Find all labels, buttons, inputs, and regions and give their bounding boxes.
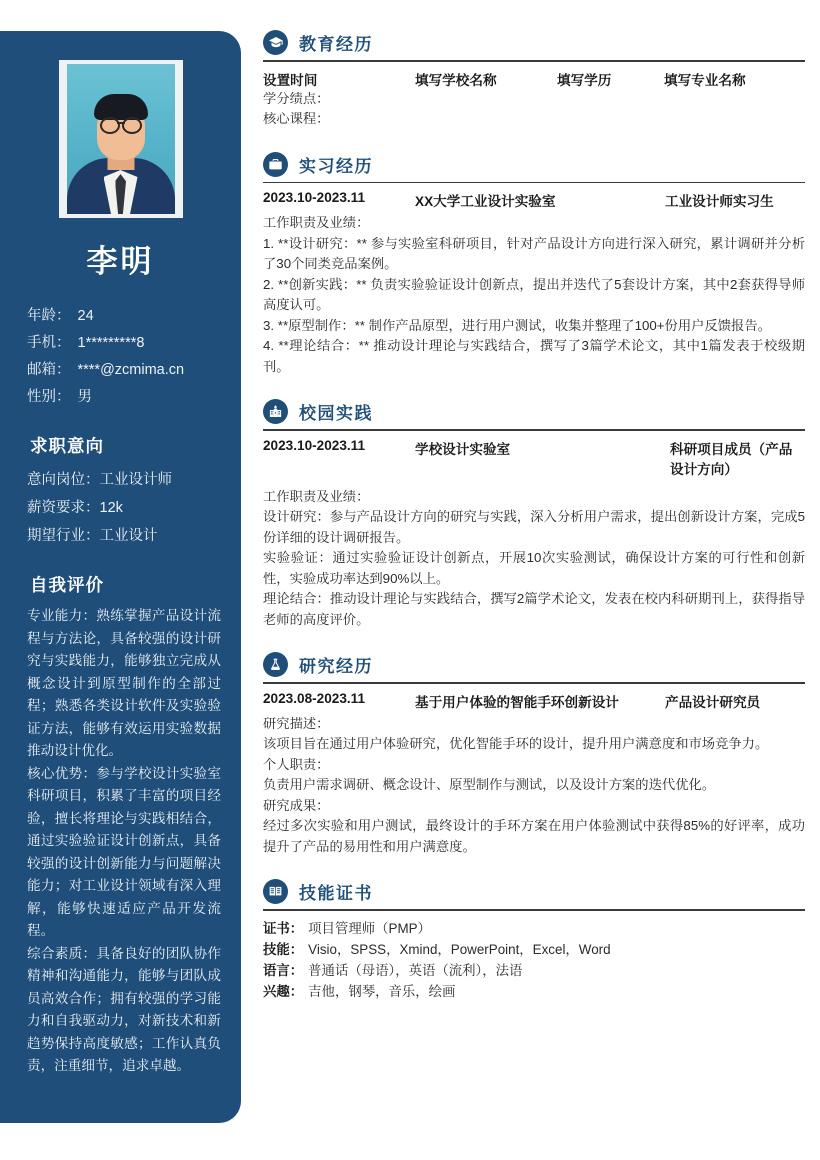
contact-value-age: 24	[77, 308, 94, 324]
avatar-frame	[59, 60, 183, 218]
campus-entry-header	[263, 438, 805, 478]
skills-row-languages	[263, 960, 805, 981]
section-internship	[263, 152, 805, 396]
flask-icon	[263, 652, 288, 677]
job-intent-salary: 薪资要求：12k	[27, 500, 123, 516]
skills-value-languages: 普通话（母语），英语（流利），法语	[308, 962, 523, 978]
contact-label-email: 邮箱：	[27, 362, 71, 378]
internship-entry-header	[263, 190, 805, 210]
candidate-name: 李明	[86, 244, 155, 279]
glasses-icon	[99, 117, 143, 130]
section-header-skills	[263, 879, 805, 904]
internship-date: 2023.10-2023.11	[263, 190, 366, 206]
graduation-cap-icon	[263, 30, 288, 55]
section-header-internship	[263, 152, 805, 177]
section-title-education: 教育经历	[299, 35, 373, 54]
campus-org: 学校设计实验室	[415, 441, 511, 457]
job-intent-position: 意向岗位：工业设计师	[27, 472, 172, 488]
contact-row-gender	[27, 384, 223, 411]
education-column-headers	[263, 69, 805, 89]
section-divider-research	[263, 682, 805, 684]
section-header-research	[263, 652, 805, 677]
contact-value-phone: 1*********8	[77, 335, 145, 351]
education-col-degree: 填写学历	[557, 72, 612, 88]
education-col-time: 设置时间	[263, 72, 318, 88]
contact-label-phone: 手机：	[27, 335, 71, 351]
section-education	[263, 30, 805, 148]
self-evaluation-heading: 自我评价	[30, 575, 104, 595]
section-divider-campus-practice	[263, 429, 805, 431]
skills-value-skills: Visio，SPSS，Xmind，PowerPoint，Excel，Word	[308, 941, 611, 957]
contact-label-gender: 性别：	[27, 389, 71, 405]
section-skills	[263, 879, 805, 1002]
education-courses-line: 核心课程：	[263, 111, 330, 127]
research-role: 产品设计研究员	[665, 694, 761, 710]
section-research	[263, 652, 805, 875]
research-project-title: 基于用户体验的智能手环创新设计	[415, 694, 619, 710]
contact-info-list	[18, 303, 223, 411]
campus-item-1: 设计研究：参与产品设计方向的研究与实践，深入分析用户需求，提出创新设计方案，完成5份详细的设计调研报告。	[263, 509, 805, 545]
internship-item-4: 4. **理论结合：** 推动设计理论与实践结合，撰写了3篇学术论文，其中1篇发表于校级期刊。	[263, 338, 805, 374]
section-divider-education	[263, 60, 805, 62]
briefcase-icon	[263, 152, 288, 177]
campus-item-2: 实验验证：通过实验验证设计创新点，开展10次实验测试，确保设计方案的可行性和创新性，实验成功率达到90%以上。	[263, 550, 805, 586]
avatar	[67, 64, 175, 214]
sidebar	[0, 31, 241, 1123]
job-intent-industry: 期望行业：工业设计	[27, 528, 158, 544]
self-eval-paragraph-2: 核心优势：参与学校设计实验室科研项目，积累了丰富的项目经验，擅长将理论与实践相结合，通过实验验证设计创新点，具备较强的设计创新能力与问题解决能力；对工业设计领域有深入理解，能够快速适应产品开发流程。	[27, 765, 221, 938]
contact-label-age: 年龄：	[27, 308, 71, 324]
skills-key-certificate: 证书：	[263, 920, 304, 936]
research-date: 2023.08-2023.11	[263, 690, 366, 706]
internship-subtitle: 工作职责及业绩：	[263, 215, 370, 231]
campus-subtitle: 工作职责及业绩：	[263, 488, 370, 504]
campus-item-3: 理论结合：推动设计理论与实践结合，撰写2篇学术论文，发表在校内科研期刊上，获得指导老师的高度评价。	[263, 591, 805, 627]
contact-row-phone	[27, 330, 223, 357]
main-content	[263, 30, 805, 1006]
internship-org: XX大学工业设计实验室	[415, 194, 556, 210]
job-intent-list	[18, 466, 223, 550]
research-label-description: 研究描述：	[263, 715, 330, 731]
section-title-research: 研究经历	[299, 657, 373, 677]
skills-row-certificate	[263, 918, 805, 939]
section-campus-practice	[263, 399, 805, 648]
skills-row-skills	[263, 939, 805, 960]
self-eval-paragraph-3: 综合素质：具备良好的团队协作精神和沟通能力，能够与团队成员高效合作；拥有较强的学习能力和自我驱动力，对新技术和新趋势保持高度敏感；工作认真负责，注重细节，追求卓越。	[27, 945, 221, 1073]
internship-role: 工业设计师实习生	[665, 194, 774, 210]
internship-item-2: 2. **创新实践：** 负责实验验证设计创新点，提出并迭代了5套设计方案，其中2套获得导师高度认可。	[263, 276, 805, 313]
internship-item-3: 3. **原型制作：** 制作产品原型，进行用户测试，收集并整理了100+份用户反馈报告。	[263, 317, 771, 333]
skills-row-interests	[263, 981, 805, 1002]
education-col-school: 填写学校名称	[415, 72, 497, 88]
self-eval-paragraph-1: 专业能力：熟练掌握产品设计流程与方法论，具备较强的设计研究与实践能力，能够独立完成从概念设计到原型制作的全部过程；熟悉各类设计软件及实验验证方法，能够有效运用实验数据推动设计优化。	[27, 608, 221, 758]
campus-date: 2023.10-2023.11	[263, 437, 366, 453]
section-divider-internship	[263, 182, 805, 184]
contact-value-gender: 男	[77, 389, 92, 405]
research-text-results: 经过多次实验和用户测试，最终设计的手环方案在用户体验测试中获得85%的好评率，成功提升了产品的易用性和用户满意度。	[263, 818, 805, 854]
section-divider-skills	[263, 909, 805, 911]
skills-value-certificate: 项目管理师（PMP）	[308, 920, 431, 936]
research-label-results: 研究成果：	[263, 797, 330, 813]
section-header-education	[263, 30, 805, 55]
section-title-internship: 实习经历	[299, 156, 373, 176]
research-label-duties: 个人职责：	[263, 756, 330, 772]
self-evaluation-body	[18, 605, 223, 1078]
open-book-icon	[263, 879, 288, 904]
skills-key-skills: 技能：	[263, 941, 304, 957]
skills-key-interests: 兴趣：	[263, 983, 304, 999]
school-building-icon	[263, 399, 288, 424]
internship-item-1: 1. **设计研究：** 参与实验室科研项目，针对产品设计方向进行深入研究，累计调研并分析了30个同类竞品案例。	[263, 235, 805, 272]
skills-value-interests: 吉他，钢琴，音乐，绘画	[308, 983, 456, 999]
section-header-campus-practice	[263, 399, 805, 424]
skills-key-languages: 语言：	[263, 962, 304, 978]
research-text-description: 该项目旨在通过用户体验研究，优化智能手环的设计，提升用户满意度和市场竞争力。	[263, 736, 769, 752]
research-entry-header	[263, 691, 805, 711]
contact-value-email: ****@zcmima.cn	[77, 362, 185, 378]
research-text-duties: 负责用户需求调研、概念设计、原型制作与测试，以及设计方案的迭代优化。	[263, 777, 716, 793]
contact-row-email	[27, 357, 223, 384]
education-gpa-line: 学分绩点：	[263, 90, 330, 106]
section-title-skills: 技能证书	[299, 884, 373, 904]
job-intent-heading: 求职意向	[30, 436, 104, 456]
contact-row-age	[27, 303, 223, 330]
section-title-campus-practice: 校园实践	[299, 404, 373, 424]
campus-role: 科研项目成员（产品设计方向）	[670, 441, 793, 477]
education-col-major: 填写专业名称	[664, 72, 746, 88]
